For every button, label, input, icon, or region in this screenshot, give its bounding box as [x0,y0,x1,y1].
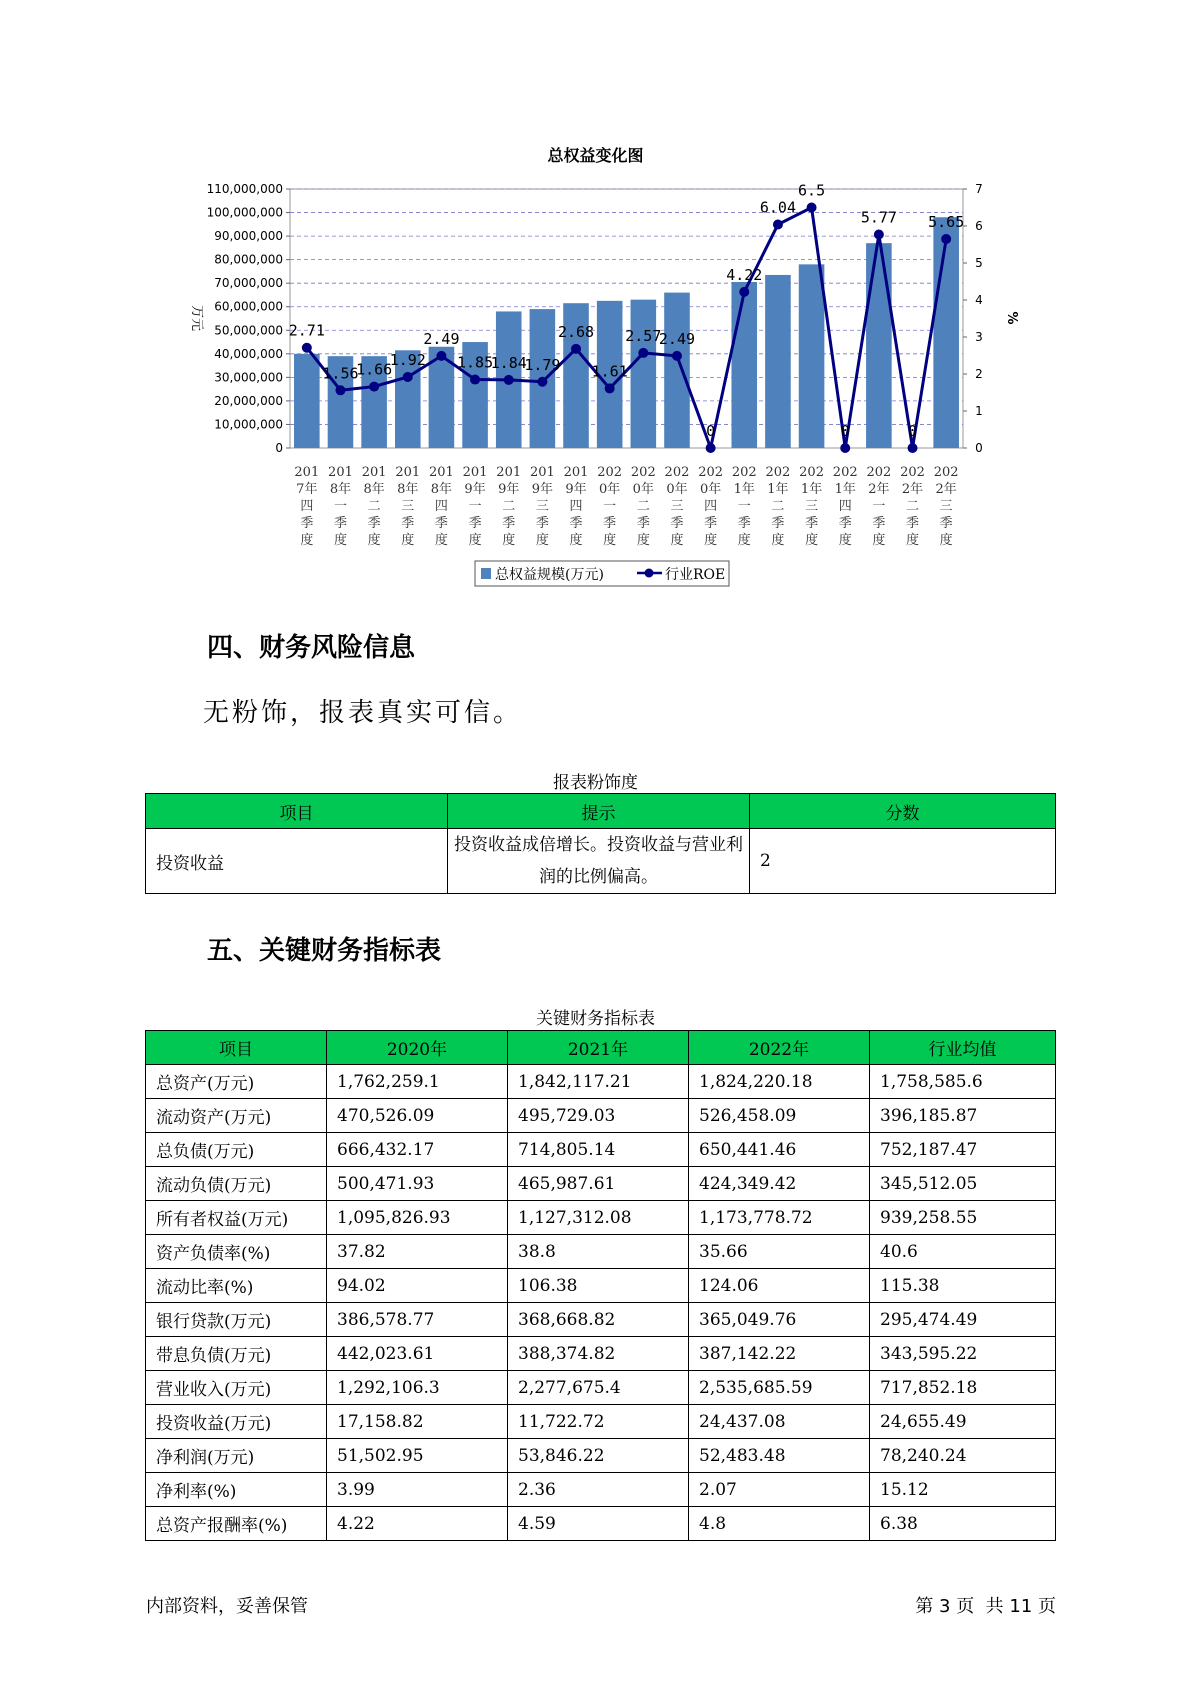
table1-score: 2 [750,829,1056,894]
roe-data-label: 0 [840,422,850,440]
table-cell: 94.02 [327,1269,508,1303]
x-tick-label: 202 2年一季度 [866,465,892,548]
table1-hint: 投资收益成倍增长。投资收益与营业利润的比例偏高。 [448,829,750,894]
x-tick-label: 202 0年二季度 [630,465,656,548]
row-label: 所有者权益(万元) [146,1201,327,1235]
y-tick-label: 0 [275,441,283,455]
table1-item: 投资收益 [146,829,448,894]
roe-data-label: 1.84 [490,353,527,372]
table-cell: 387,142.22 [689,1337,870,1371]
roe-point [369,382,379,392]
roe-data-label: 2.57 [625,326,662,345]
bar [933,217,959,448]
y-tick-label: 60,000,000 [214,299,283,314]
roe-data-label: 1.79 [524,355,561,374]
roe-point [706,443,716,453]
table-row [146,1133,1056,1167]
row-label: 流动资产(万元) [146,1099,327,1133]
y-tick-label: 90,000,000 [214,229,283,244]
bar [799,264,825,448]
table-cell: 1,842,117.21 [508,1065,689,1099]
table-cell: 35.66 [689,1235,870,1269]
roe-point [302,343,312,353]
y2-axis-label: % [1004,311,1019,325]
roe-point [874,230,884,240]
table-cell: 1,292,106.3 [327,1371,508,1405]
roe-data-label: 0 [908,422,918,440]
table2-header: 2022年 [689,1031,870,1065]
table-cell: 939,258.55 [870,1201,1056,1235]
table-cell: 1,824,220.18 [689,1065,870,1099]
row-label: 银行贷款(万元) [146,1303,327,1337]
table-row [146,1337,1056,1371]
table1-header: 项目 [146,794,448,829]
x-tick-label: 202 2年三季度 [933,465,959,548]
table-row [146,1167,1056,1201]
y2-tick-label: 1 [975,404,983,418]
table-cell: 396,185.87 [870,1099,1056,1133]
row-label: 净利率(%) [146,1473,327,1507]
table-cell: 106.38 [508,1269,689,1303]
roe-point [908,443,918,453]
footer-page: 第 3 页 共 11 页 [915,1596,1056,1617]
roe-data-label: 6.04 [759,198,796,217]
plot-area [290,189,963,448]
table-cell: 2.36 [508,1473,689,1507]
x-tick-label: 202 0年一季度 [597,465,623,548]
table-cell: 388,374.82 [508,1337,689,1371]
roe-point [840,443,850,453]
table2-caption: 关键财务指标表 [536,1009,655,1029]
x-tick-label: 201 9年四季度 [563,465,589,548]
table1-header: 提示 [448,794,750,829]
row-label: 净利润(万元) [146,1439,327,1473]
table1-header: 分数 [750,794,1056,829]
y-tick-label: 30,000,000 [214,370,283,385]
y2-tick-label: 3 [975,330,983,344]
roe-point [335,385,345,395]
roe-data-label: 2.49 [658,329,696,348]
roe-point [941,234,951,244]
legend-swatch-point [645,569,654,578]
section4-heading: 四、财务风险信息 [207,633,416,663]
table-cell: 386,578.77 [327,1303,508,1337]
roe-data-label: 1.61 [591,362,628,381]
row-label: 营业收入(万元) [146,1371,327,1405]
roe-data-label: 1.92 [389,350,426,369]
roe-data-label: 1.85 [457,353,494,372]
roe-point [403,372,413,382]
table-row [146,1235,1056,1269]
row-label: 资产负债率(%) [146,1235,327,1269]
x-tick-label: 202 0年三季度 [664,465,690,548]
roe-data-label: 0 [706,422,716,440]
y-tick-label: 50,000,000 [214,323,283,338]
table2-header: 2021年 [508,1031,689,1065]
y-tick-label: 20,000,000 [214,393,283,408]
y2-tick-label: 7 [975,182,983,196]
table-row [146,1405,1056,1439]
table-cell: 1,758,585.6 [870,1065,1056,1099]
table-cell: 650,441.46 [689,1133,870,1167]
table-cell: 17,158.82 [327,1405,508,1439]
table-cell: 714,805.14 [508,1133,689,1167]
roe-point [773,220,783,230]
roe-data-label: 2.71 [288,321,325,340]
roe-data-label: 5.65 [928,212,965,231]
chart-title: 总权益变化图 [547,146,644,165]
y-axis-label: 万元 [189,304,204,332]
table-cell: 52,483.48 [689,1439,870,1473]
roe-point [537,377,547,387]
row-label: 总资产报酬率(%) [146,1507,327,1541]
roe-point [504,375,514,385]
legend-label-line: 行业ROE [665,567,726,583]
table-row [146,1371,1056,1405]
x-tick-label: 202 1年二季度 [765,465,791,548]
key-indicator-table [145,1030,1056,1541]
table-cell: 717,852.18 [870,1371,1056,1405]
row-label: 流动负债(万元) [146,1167,327,1201]
table-row [146,1439,1056,1473]
roe-point [571,344,581,354]
table-cell: 1,762,259.1 [327,1065,508,1099]
whitewash-table [145,793,1056,894]
x-tick-label: 201 8年三季度 [395,465,421,548]
table-cell: 2.07 [689,1473,870,1507]
table-row [146,1201,1056,1235]
table-cell: 500,471.93 [327,1167,508,1201]
legend-label-bar: 总权益规模(万元) [495,567,604,583]
x-tick-label: 201 7年四季度 [294,465,320,548]
roe-data-label: 4.22 [726,265,763,284]
table-cell: 1,127,312.08 [508,1201,689,1235]
table-cell: 495,729.03 [508,1099,689,1133]
table-cell: 365,049.76 [689,1303,870,1337]
y-tick-label: 100,000,000 [206,205,283,220]
y-tick-label: 110,000,000 [206,182,283,196]
table-row [146,1507,1056,1541]
legend-swatch-bar [481,568,491,579]
table-cell: 78,240.24 [870,1439,1056,1473]
x-tick-label: 201 9年三季度 [529,465,555,548]
table2-header: 行业均值 [870,1031,1056,1065]
bar [765,275,791,448]
table-cell: 15.12 [870,1473,1056,1507]
table-cell: 526,458.09 [689,1099,870,1133]
table-cell: 115.38 [870,1269,1056,1303]
roe-data-label: 2.49 [423,329,460,348]
table-cell: 53,846.22 [508,1439,689,1473]
row-label: 总资产(万元) [146,1065,327,1099]
row-label: 带息负债(万元) [146,1337,327,1371]
roe-point [638,348,648,358]
y2-tick-label: 4 [975,293,983,307]
table-cell: 40.6 [870,1235,1056,1269]
bar [294,354,320,448]
roe-data-label: 2.68 [557,322,595,341]
x-tick-label: 201 9年一季度 [462,465,488,548]
table-cell: 24,655.49 [870,1405,1056,1439]
y-tick-label: 40,000,000 [214,346,283,361]
bar [664,293,690,448]
table-cell: 368,668.82 [508,1303,689,1337]
roe-data-label: 5.77 [860,208,897,227]
table-row [146,1473,1056,1507]
table-cell: 465,987.61 [508,1167,689,1201]
section5-heading: 五、关键财务指标表 [207,936,442,966]
table-cell: 345,512.05 [870,1167,1056,1201]
table-cell: 752,187.47 [870,1133,1056,1167]
roe-data-label: 1.66 [356,360,393,379]
table-cell: 3.99 [327,1473,508,1507]
roe-data-label: 6.5 [798,181,826,200]
bar [731,282,757,448]
table-row [146,1065,1056,1099]
x-tick-label: 202 0年四季度 [698,465,724,548]
row-label: 流动比率(%) [146,1269,327,1303]
roe-point [470,375,480,385]
x-tick-label: 202 1年四季度 [832,465,858,548]
table-cell: 11,722.72 [508,1405,689,1439]
roe-point [739,287,749,297]
table-cell: 666,432.17 [327,1133,508,1167]
x-tick-label: 202 2年二季度 [900,465,925,548]
y2-tick-label: 5 [975,256,983,270]
x-tick-label: 201 8年一季度 [328,465,353,548]
table-cell: 343,595.22 [870,1337,1056,1371]
bar [866,243,892,448]
table-cell: 2,277,675.4 [508,1371,689,1405]
roe-point [807,203,817,213]
roe-point [672,351,682,361]
table-cell: 24,437.08 [689,1405,870,1439]
table-cell: 1,173,778.72 [689,1201,870,1235]
table-row [146,1303,1056,1337]
table-cell: 4.59 [508,1507,689,1541]
roe-data-label: 1.56 [322,364,359,383]
y-tick-label: 80,000,000 [214,252,283,267]
table1-caption: 报表粉饰度 [553,773,638,793]
y2-tick-label: 0 [975,441,983,455]
table-cell: 4.22 [327,1507,508,1541]
y-tick-label: 70,000,000 [214,276,283,291]
y-tick-label: 10,000,000 [214,417,283,432]
bar [631,300,657,448]
roe-point [605,383,615,393]
table-cell: 4.8 [689,1507,870,1541]
section4-text: 无粉饰，报表真实可信。 [203,698,523,728]
table-cell: 124.06 [689,1269,870,1303]
x-tick-label: 201 8年二季度 [361,465,387,548]
table-cell: 6.38 [870,1507,1056,1541]
y2-tick-label: 6 [975,219,983,233]
table-cell: 442,023.61 [327,1337,508,1371]
equity-chart [0,0,1191,600]
x-tick-label: 201 8年四季度 [429,465,454,548]
x-tick-label: 202 1年三季度 [799,465,824,548]
row-label: 总负债(万元) [146,1133,327,1167]
y2-tick-label: 2 [975,367,983,381]
table-cell: 51,502.95 [327,1439,508,1473]
table-cell: 37.82 [327,1235,508,1269]
footer-left: 内部资料，妥善保管 [146,1596,308,1617]
table-row [146,1099,1056,1133]
table-row [146,829,1056,894]
table-cell: 38.8 [508,1235,689,1269]
x-tick-label: 201 9年二季度 [496,465,522,548]
table2-header: 项目 [146,1031,327,1065]
table-cell: 470,526.09 [327,1099,508,1133]
x-tick-label: 202 1年一季度 [731,465,757,548]
table-cell: 424,349.42 [689,1167,870,1201]
table-cell: 295,474.49 [870,1303,1056,1337]
row-label: 投资收益(万元) [146,1405,327,1439]
roe-point [436,351,446,361]
table2-header: 2020年 [327,1031,508,1065]
table-cell: 2,535,685.59 [689,1371,870,1405]
table-row [146,1269,1056,1303]
table-cell: 1,095,826.93 [327,1201,508,1235]
